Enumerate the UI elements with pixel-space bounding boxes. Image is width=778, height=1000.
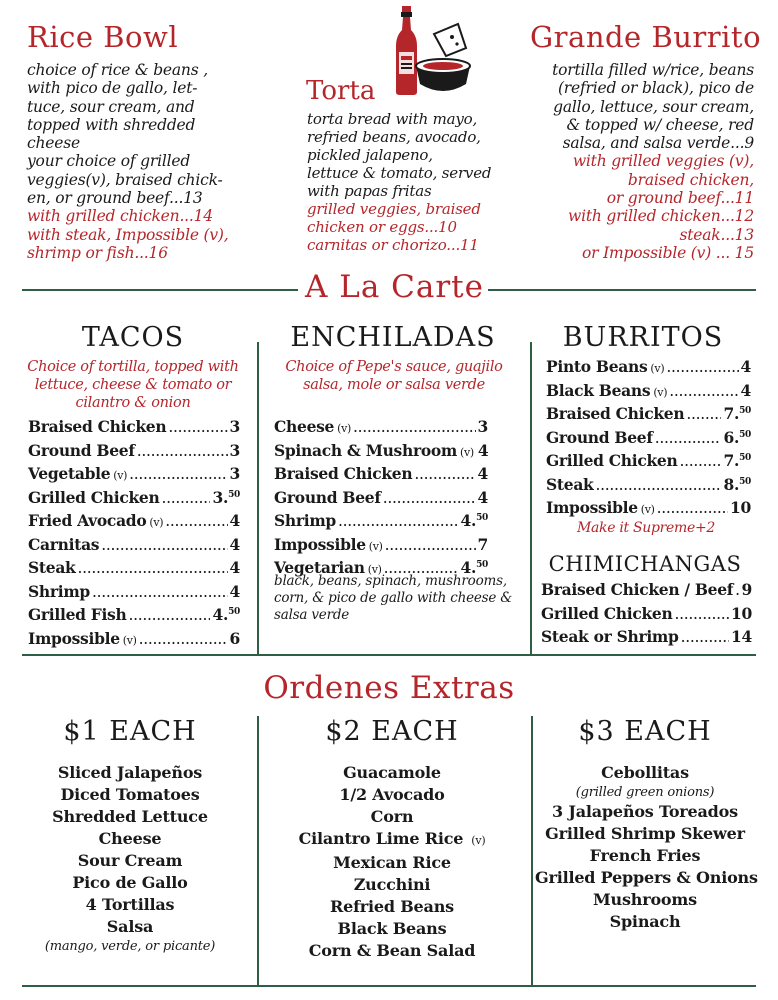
price-dollars: 3.: [212, 487, 229, 507]
grande-burrito-description: [552, 61, 754, 262]
menu-item-row: [274, 417, 488, 441]
menu-item-row: [541, 627, 752, 651]
menu-item-row: [274, 535, 488, 559]
price-line: braised chicken,: [627, 170, 754, 189]
vegetarian-mark: (v): [653, 385, 668, 399]
extra-item: Shredded Lettuce: [52, 807, 208, 826]
description-line: veggies(v), braised chick-: [27, 170, 223, 189]
menu-item-name: Ground Beef: [274, 487, 381, 507]
price-dollars: 6.: [723, 427, 740, 447]
dot-leader: [686, 405, 721, 423]
extras-2-title: $2 EACH: [325, 716, 459, 747]
price-dollars: 4: [477, 464, 488, 483]
dot-leader: [129, 465, 227, 483]
extra-item: French Fries: [589, 846, 701, 865]
rice-bowl-title: Rice Bowl: [27, 20, 179, 54]
vegetarian-mark: (v): [471, 834, 486, 847]
dot-leader: [139, 630, 228, 648]
extra-item: Cebollitas: [601, 763, 689, 782]
price-line: or ground beef...11: [606, 189, 754, 208]
menu-item-row: [28, 417, 240, 441]
description-line: (refried or black), pico de: [557, 79, 754, 98]
price-line: chicken or eggs...10: [307, 218, 457, 236]
menu-item-row: [546, 357, 751, 381]
extra-item: [282, 762, 502, 784]
menu-item-name: Shrimp: [28, 581, 90, 601]
menu-item-row: [28, 582, 240, 606]
menu-item-name: Vegetable: [28, 464, 111, 483]
description-line: lettuce & tomato, served: [307, 164, 492, 182]
menu-item-name: Fried Avocado: [28, 511, 147, 530]
price-dollars: 4.: [460, 558, 477, 577]
menu-item-price: [230, 464, 241, 483]
description-line: salsa, and salsa verde...9: [562, 134, 754, 153]
torta-description: [307, 110, 491, 254]
subtitle-line: lettuce, cheese & tomato or: [34, 377, 232, 393]
menu-item-row: [546, 475, 751, 499]
menu-item-price: [478, 441, 489, 460]
menu-item-price: [723, 404, 751, 423]
price-cents: 50: [739, 476, 751, 487]
grande-burrito-title: Grande Burrito: [530, 20, 762, 54]
price-dollars: 4: [229, 534, 240, 554]
price-dollars: 4: [229, 558, 240, 577]
description-line: en, or ground beef...13: [27, 189, 203, 208]
column-divider: [257, 342, 259, 654]
vegetarian-mark: (v): [122, 633, 137, 647]
extra-item: 4 Tortillas: [85, 895, 175, 914]
vegetarian-mark: (v): [640, 503, 655, 516]
menu-item-name: Cheese: [274, 417, 335, 436]
menu-item-name: Braised Chicken: [546, 404, 685, 423]
dot-leader: [165, 512, 227, 530]
extra-item-label: Refried Beans: [330, 897, 454, 916]
description-line: your choice of grilled: [27, 152, 191, 171]
menu-item-price: [478, 464, 489, 483]
tacos-subtitle: [24, 358, 242, 412]
menu-item-price: [741, 381, 752, 400]
description-line: tuce, sour cream, and: [27, 97, 195, 116]
menu-item-price: [230, 535, 241, 554]
menu-item-row: [274, 488, 488, 512]
menu-item-name: Braised Chicken / Beef: [541, 580, 734, 599]
description-line: cheese: [27, 134, 80, 153]
extra-item: Grilled Peppers & Onions: [535, 868, 758, 887]
price-cents: 50: [476, 513, 488, 523]
menu-item-row: [28, 605, 240, 629]
menu-item-row: [546, 451, 751, 475]
price-dollars: 3: [229, 417, 240, 436]
extra-item-label: Corn: [370, 807, 414, 826]
menu-item-name: Grilled Fish: [28, 605, 127, 624]
divider-line: [22, 985, 756, 987]
dot-leader: [78, 559, 228, 577]
menu-item-row: [28, 629, 240, 653]
menu-item-name: Steak: [28, 558, 76, 577]
menu-item-price: [230, 582, 241, 601]
menu-item-name: Shrimp: [274, 511, 336, 530]
vegetarian-mark: (v): [650, 362, 665, 375]
subtitle-line: black, beans, spinach, mushrooms,: [274, 573, 507, 589]
price-dollars: 3: [477, 417, 488, 436]
menu-item-price: [478, 488, 489, 507]
subtitle-line: salsa, mole or salsa verde: [303, 377, 485, 393]
menu-item-row: [28, 511, 240, 535]
dot-leader: [92, 583, 228, 601]
extra-item: 3 Jalapeños Toreados: [552, 802, 738, 821]
menu-item-price: [212, 605, 240, 624]
chip-and-salsa-bowl-icon: [412, 22, 474, 100]
description-line: choice of rice & beans ,: [27, 61, 208, 79]
price-dollars: 3: [229, 464, 240, 483]
dot-leader: [657, 499, 728, 517]
menu-item-price: [230, 629, 241, 648]
dot-leader: [655, 429, 722, 447]
dot-leader: [681, 628, 729, 646]
menu-item-row: [274, 464, 488, 488]
menu-item-row: [28, 488, 240, 512]
menu-item-name: Impossible: [546, 498, 638, 517]
extra-item-note: (mango, verde, or picante): [44, 939, 216, 954]
menu-item-row: [274, 441, 488, 465]
price-dollars: 3: [229, 440, 240, 460]
menu-item-row: [541, 604, 752, 628]
extras-2-list: [282, 762, 502, 962]
price-line: with grilled chicken...14: [27, 207, 213, 226]
price-dollars: 7: [477, 534, 488, 554]
price-dollars: 8.: [723, 474, 740, 494]
ordenes-extras-title: Ordenes Extras: [263, 670, 515, 706]
menu-item-price: [478, 535, 489, 554]
menu-item-row: [541, 580, 752, 604]
price-cents: 50: [228, 607, 240, 617]
extra-item: [282, 940, 502, 962]
subtitle-line: salsa verde: [274, 607, 350, 623]
enchiladas-title: ENCHILADAS: [290, 322, 496, 353]
menu-item-name: Impossible: [274, 534, 366, 554]
extra-item-label: Mexican Rice: [333, 853, 451, 872]
extra-item: Cheese: [98, 829, 162, 848]
menu-item-price: [478, 417, 489, 436]
menu-item-price: [731, 627, 752, 646]
dot-leader: [669, 382, 738, 400]
dot-leader: [168, 418, 227, 436]
dot-leader: [666, 358, 738, 376]
menu-item-name: Grilled Chicken: [546, 451, 678, 470]
menu-item-price: [741, 357, 752, 376]
extra-item: Spinach: [609, 912, 681, 931]
menu-item-name: Ground Beef: [546, 427, 653, 447]
extra-item: [282, 806, 502, 828]
price-cents: 50: [476, 560, 488, 570]
dot-leader: [161, 489, 210, 507]
price-dollars: 4.: [460, 511, 477, 530]
chimichangas-list: [541, 580, 752, 651]
menu-item-price: [212, 488, 240, 507]
dot-leader: [674, 605, 729, 623]
extra-item-label: 1/2 Avocado: [339, 785, 445, 804]
extra-item: Pico de Gallo: [72, 873, 188, 892]
description-line: torta bread with mayo,: [307, 110, 478, 128]
menu-item-row: [28, 558, 240, 582]
menu-item-row: [546, 381, 751, 405]
extra-item-label: Black Beans: [337, 919, 447, 938]
chimichangas-title: CHIMICHANGAS: [548, 552, 742, 576]
menu-item-name: Ground Beef: [28, 440, 135, 460]
enchiladas-vegetarian-note: [274, 573, 512, 624]
menu-item-row: [274, 511, 488, 535]
column-divider: [531, 716, 533, 986]
subtitle-line: Choice of tortilla, topped with: [27, 359, 239, 375]
menu-item-price: [731, 604, 752, 623]
price-line: with grilled veggies (v),: [572, 152, 754, 171]
description-line: gallo, lettuce, sour cream,: [553, 97, 754, 116]
dot-leader: [338, 512, 459, 530]
extras-1-title: $1 EACH: [63, 716, 197, 747]
extras-1-list: [20, 762, 240, 955]
extra-item: Mushrooms: [593, 890, 697, 909]
menu-item-name: Grilled Chicken: [541, 603, 673, 623]
price-dollars: 4: [477, 487, 488, 507]
price-dollars: 7.: [723, 451, 740, 470]
menu-item-price: [230, 511, 241, 530]
price-dollars: 4: [477, 440, 489, 460]
dot-leader: [596, 476, 722, 494]
menu-item-name: Braised Chicken: [28, 417, 167, 436]
menu-item-name: Steak or Shrimp: [541, 627, 679, 646]
extra-item: [282, 918, 502, 940]
rice-bowl-description: [27, 61, 229, 262]
price-dollars: 14: [731, 627, 752, 646]
vegetarian-mark: (v): [149, 516, 164, 529]
price-dollars: 10: [731, 603, 752, 623]
description-line: refried beans, avocado,: [307, 128, 481, 146]
dot-leader: [137, 442, 228, 460]
extra-item: Sliced Jalapeños: [57, 763, 203, 782]
dot-leader: [383, 489, 476, 507]
price-line: with grilled chicken...12: [568, 207, 754, 226]
extra-item: Grilled Shrimp Skewer: [545, 824, 745, 843]
description-line: & topped w/ cheese, red: [566, 115, 754, 134]
tacos-list: [28, 417, 240, 652]
menu-item-name: Grilled Chicken: [28, 487, 160, 507]
price-line: or Impossible (v) ... 15: [582, 243, 754, 262]
extra-item: [282, 852, 502, 874]
divider-line: [488, 289, 756, 291]
menu-item-name: Impossible: [28, 628, 120, 648]
dot-leader: [128, 606, 210, 624]
price-cents: 50: [739, 453, 751, 463]
menu-item-price: [723, 475, 751, 494]
vegetarian-mark: (v): [460, 445, 474, 459]
subtitle-line: cilantro & onion: [75, 395, 191, 411]
extra-item: [282, 828, 502, 852]
menu-item-row: [546, 498, 751, 522]
menu-item-price: [460, 511, 488, 530]
menu-item-row: [546, 428, 751, 452]
menu-item-name: Black Beans: [546, 380, 651, 400]
extra-item: Salsa: [106, 917, 154, 936]
extras-3-title: $3 EACH: [578, 716, 712, 747]
a-la-carte-title: A La Carte: [305, 269, 484, 305]
price-dollars: 4: [229, 511, 240, 530]
burritos-list: [546, 357, 751, 522]
divider-line: [22, 654, 756, 656]
menu-item-row: [546, 404, 751, 428]
menu-item-price: [230, 417, 241, 436]
vegetarian-mark: (v): [113, 469, 128, 482]
dot-leader: [414, 465, 475, 483]
vegetarian-mark: (v): [368, 539, 383, 553]
description-line: with papas fritas: [307, 182, 432, 200]
menu-item-name: Carnitas: [28, 534, 100, 554]
burritos-supreme-note: Make it Supreme+2: [576, 520, 716, 536]
dot-leader: [679, 452, 721, 470]
price-dollars: 4: [740, 357, 751, 376]
price-line: shrimp or fish...16: [27, 243, 168, 262]
price-cents: 50: [739, 406, 751, 416]
extra-item: [282, 784, 502, 806]
divider-line: [22, 289, 298, 291]
extras-3-list: [535, 762, 758, 933]
tacos-title: TACOS: [81, 322, 185, 353]
dot-leader: [353, 418, 475, 436]
extra-item: Sour Cream: [77, 851, 183, 870]
description-line: topped with shredded: [27, 115, 196, 134]
price-dollars: 7.: [723, 404, 740, 423]
menu-item-price: [230, 441, 241, 460]
extra-item-label: Zucchini: [353, 875, 431, 894]
extra-item-label: Corn & Bean Salad: [308, 941, 476, 960]
subtitle-line: Choice of Pepe's sauce, guajilo: [285, 359, 503, 375]
price-cents: 50: [739, 429, 751, 440]
dot-leader: [101, 536, 227, 554]
menu-item-name: Steak: [546, 474, 594, 494]
dot-leader: [735, 581, 739, 599]
column-divider: [530, 342, 532, 654]
price-dollars: 10: [730, 498, 751, 517]
price-dollars: 4: [740, 380, 751, 400]
subtitle-line: corn, & pico de gallo with cheese &: [274, 590, 513, 606]
menu-item-name: Braised Chicken: [274, 464, 413, 483]
menu-item-name: Pinto Beans: [546, 357, 648, 376]
menu-item-name: Vegetarian: [274, 558, 365, 577]
price-line: with steak, Impossible (v),: [27, 225, 229, 244]
price-line: carnitas or chorizo...11: [307, 236, 479, 254]
extra-item: [282, 874, 502, 896]
column-divider: [257, 716, 259, 986]
dot-leader: [385, 536, 476, 554]
price-cents: 50: [228, 489, 240, 500]
torta-title: Torta: [306, 76, 376, 106]
burritos-title: BURRITOS: [562, 322, 724, 353]
description-line: with pico de gallo, let-: [27, 79, 198, 98]
description-line: tortilla filled w/rice, beans: [552, 61, 754, 79]
enchiladas-subtitle: [272, 358, 516, 394]
extra-item: Diced Tomatoes: [60, 785, 200, 804]
price-dollars: 6: [229, 628, 240, 648]
enchiladas-list: [274, 417, 488, 582]
menu-item-price: [730, 498, 751, 517]
extra-item-label: Guacamole: [343, 763, 441, 782]
price-dollars: 9: [741, 580, 752, 599]
extra-item: [282, 896, 502, 918]
menu-item-price: [230, 558, 241, 577]
vegetarian-mark: (v): [337, 422, 352, 435]
menu-item-price: [723, 428, 751, 447]
menu-item-price: [742, 580, 753, 599]
menu-item-row: [28, 535, 240, 559]
menu-item-name: Spinach & Mushroom: [274, 440, 457, 460]
price-line: grilled veggies, braised: [307, 200, 481, 218]
menu-item-row: [28, 441, 240, 465]
menu-item-row: [28, 464, 240, 488]
menu-item-price: [723, 451, 751, 470]
vegetarian-mark: (v): [367, 563, 382, 576]
price-dollars: 4: [229, 581, 240, 601]
extra-item-label: Cilantro Lime Rice: [298, 829, 464, 848]
extra-item-note: (grilled green onions): [575, 785, 715, 800]
description-line: pickled jalapeno,: [307, 146, 433, 164]
price-line: steak...13: [679, 225, 754, 244]
price-dollars: 4.: [212, 605, 229, 624]
